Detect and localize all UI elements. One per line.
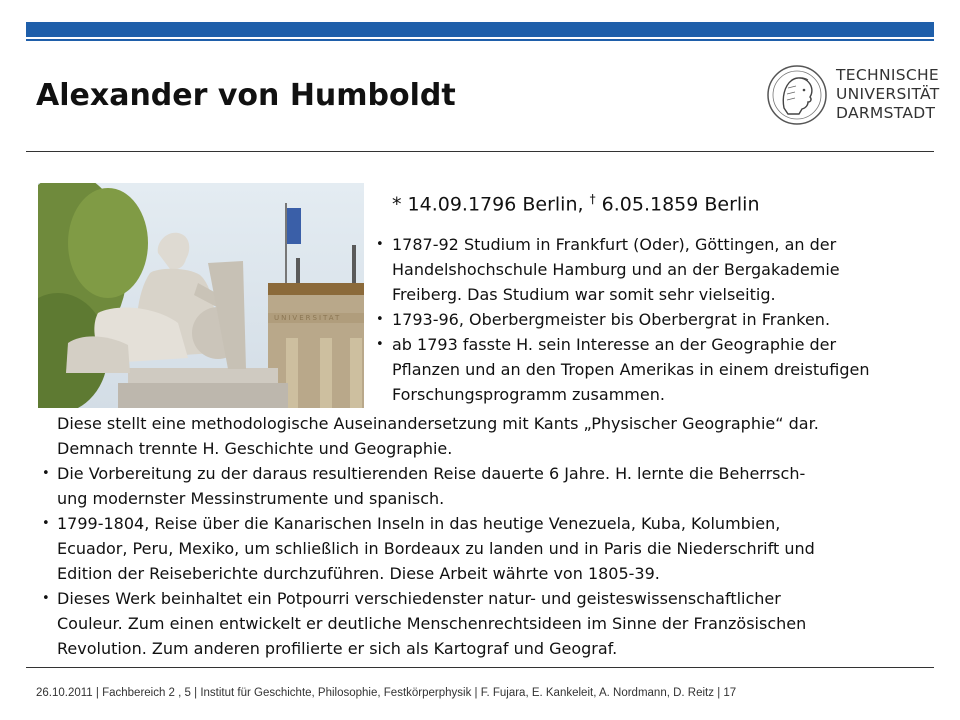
- header-divider: [26, 151, 934, 152]
- university-logo: [758, 56, 946, 138]
- bullet-list-bottom: [38, 411, 938, 661]
- bullet-continuation: Pflanzen und an den Tropen Amerikas in einem dreistufigen: [392, 360, 870, 379]
- death-cross-icon: †: [589, 192, 596, 206]
- bullet-item: • 1799-1804, Reise über die Kanarischen Inseln in das heutige Venezuela, Kuba, Kolumbien,: [38, 511, 938, 536]
- logo-line: UNIVERSITÄT: [836, 85, 940, 103]
- logo-wordmark: [836, 66, 940, 123]
- bullet-item: • 1793-96, Oberbergmeister bis Oberbergrat in Franken.: [374, 307, 954, 332]
- bullet-continuation: Edition der Reiseberichte durchzuführen. Diese Arbeit währte von 1805-39.: [57, 564, 660, 583]
- athena-seal-icon: [766, 64, 828, 126]
- humboldt-statue-photo: [38, 183, 364, 408]
- bullet-continuation: Couleur. Zum einen entwickelt er deutliche Menschenrechtsideen im Sinne der Französischen: [57, 614, 807, 633]
- slide-footer: 26.10.2011 | Fachbereich 2 , 5 | Institut für Geschichte, Philosophie, Festkörperphysik | F. Fujara, E. Kankeleit, A. Nordmann, D. Reitz | 17: [36, 687, 737, 699]
- header-accent-bar: [26, 22, 934, 37]
- bullet-item: • Die Vorbereitung zu der daraus resultierenden Reise dauerte 6 Jahre. H. lernte die Beherrsch-: [38, 461, 938, 486]
- bullet-continuation: ung modernster Messinstrumente und spanisch.: [57, 489, 445, 508]
- bullet-item: • ab 1793 fasste H. sein Interesse an der Geographie der: [374, 332, 954, 357]
- bullet-continuation: Freiberg. Das Studium war somit sehr vielseitig.: [392, 285, 776, 304]
- bullet-continuation: Demnach trennte H. Geschichte und Geographie.: [57, 439, 453, 458]
- bullet-item: • Dieses Werk beinhaltet ein Potpourri verschiedenster natur- und geisteswissenschaftlicher: [38, 586, 938, 611]
- header-accent-line: [26, 39, 934, 41]
- bullet-continuation: Ecuador, Peru, Mexiko, um schließlich in Bordeaux zu landen und in Paris die Niederschrift und: [57, 539, 815, 558]
- bullet-continuation: Forschungsprogramm zusammen.: [392, 385, 665, 404]
- bullet-list-right: [374, 232, 954, 407]
- bullet-continuation: Handelshochschule Hamburg und an der Bergakademie: [392, 260, 840, 279]
- slide-title: Alexander von Humboldt: [36, 78, 456, 113]
- logo-line: DARMSTADT: [836, 104, 936, 122]
- bullet-item: • 1787-92 Studium in Frankfurt (Oder), Göttingen, an der: [374, 232, 954, 257]
- death-text: 6.05.1859 Berlin: [595, 193, 760, 216]
- bullet-continuation: Diese stellt eine methodologische Auseinandersetzung mit Kants „Physischer Geographie“ dar.: [57, 414, 819, 433]
- bullet-continuation: Revolution. Zum anderen profilierte er sich als Kartograf und Geograf.: [57, 639, 618, 658]
- footer-divider: [26, 667, 934, 668]
- logo-line: TECHNISCHE: [836, 66, 940, 84]
- birth-death-dates: [392, 192, 760, 215]
- birth-text: * 14.09.1796 Berlin,: [392, 193, 590, 216]
